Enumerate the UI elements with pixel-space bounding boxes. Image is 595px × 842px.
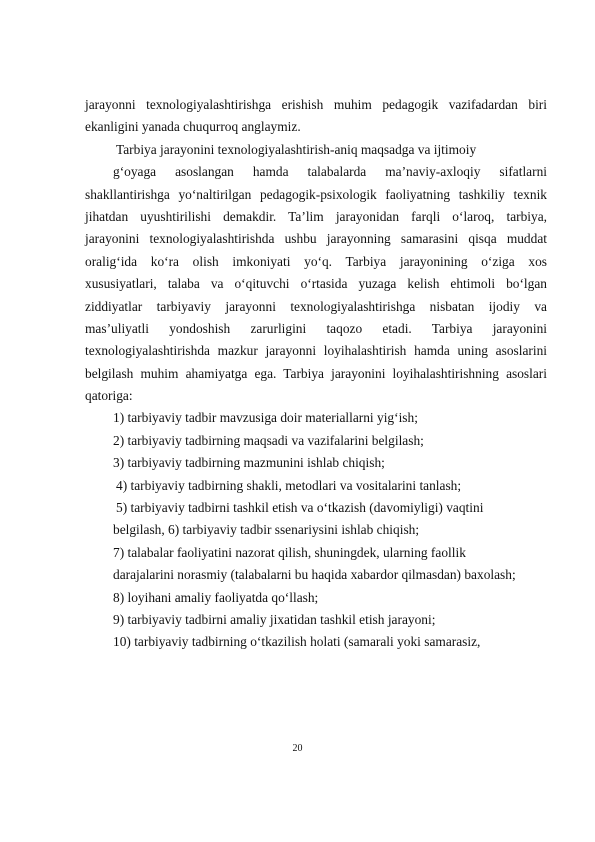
- paragraph-first-line: Tarbiya jarayonini texnologiyalashtirish-aniq maqsadga va ijtimoiy: [116, 141, 477, 157]
- list-item: 1) tarbiyaviy tadbir mavzusiga doir materiallarni yig‘ish;: [113, 410, 418, 426]
- paragraph-line: oralig‘ida ko‘ra olish imkoniyati yo‘q. Tarbiya jarayonining o‘ziga xos: [85, 253, 547, 269]
- paragraph-line: jarayonni texnologiyalashtirishga erishish muhim pedagogik vazifadardan biri: [85, 97, 547, 112]
- paragraph-line: g‘oyaga asoslangan hamda talabalarda ma’naviy-axloqiy sifatlarni: [113, 164, 547, 180]
- list-item: 4) tarbiyaviy tadbirning shakli, metodlari va vositalarini tanlash;: [116, 477, 462, 493]
- list-item: 8) loyihani amaliy faoliyatda qo‘llash;: [113, 589, 319, 605]
- list-item: 9) tarbiyaviy tadbirni amaliy jixatidan tashkil etish jarayoni;: [113, 611, 436, 627]
- paragraph-line: belgilash muhim ahamiyatga ega. Tarbiya jarayonini loyihalashtirishning asoslari: [85, 365, 547, 381]
- list-item: 3) tarbiyaviy tadbirning mazmunini ishlab chiqish;: [113, 455, 385, 471]
- paragraph-line: shakllantirishga yo‘naltirilgan pedagogik-psixologik faoliyatning tashkiliy texnik: [85, 186, 547, 202]
- list-item: 5) tarbiyaviy tadbirni tashkil etish va o‘tkazish (davomiyligi) vaqtini: [116, 500, 484, 516]
- list-item: 7) talabalar faoliyatini nazorat qilish, shuningdek, ularning faollik: [113, 544, 466, 560]
- paragraph-line: jarayonini texnologiyalashtirishda ushbu jarayonning samarasini qisqa muddat: [85, 231, 547, 247]
- paragraph-line: jihatdan uyushtirilishi demakdir. Ta’lim jarayonidan farqli o‘laroq, tarbiya,: [85, 208, 547, 224]
- list-item: belgilash, 6) tarbiyaviy tadbir ssenariysini ishlab chiqish;: [113, 522, 420, 538]
- list-item: darajalarini norasmiy (talabalarni bu haqida xabardor qilmasdan) baxolash;: [113, 567, 516, 583]
- page-number: 20: [292, 743, 303, 754]
- document-body: [85, 94, 547, 654]
- paragraph-line: ziddiyatlar tarbiyaviy jarayonni texnologiyalashtirishga nisbatan ijodiy va: [85, 298, 547, 314]
- paragraph-line: xususiyatlari, talaba va o‘qituvchi o‘rtasida yuzaga kelish ehtimoli bo‘lgan: [85, 276, 547, 292]
- list-item: 2) tarbiyaviy tadbirning maqsadi va vazifalarini belgilash;: [113, 432, 424, 448]
- list-item: 10) tarbiyaviy tadbirning o‘tkazilish holati (samarali yoki samarasiz,: [113, 634, 481, 650]
- paragraph-line: mas’uliyatli yondoshish zarurligini taqozo etadi. Tarbiya jarayonini: [85, 320, 547, 336]
- paragraph-line: ekanligini yanada chuqurroq anglaymiz.: [85, 119, 301, 135]
- paragraph-line: texnologiyalashtirishda mazkur jarayonni loyihalashtirish hamda uning asoslarini: [85, 343, 547, 359]
- paragraph-line: qatoriga:: [85, 388, 133, 404]
